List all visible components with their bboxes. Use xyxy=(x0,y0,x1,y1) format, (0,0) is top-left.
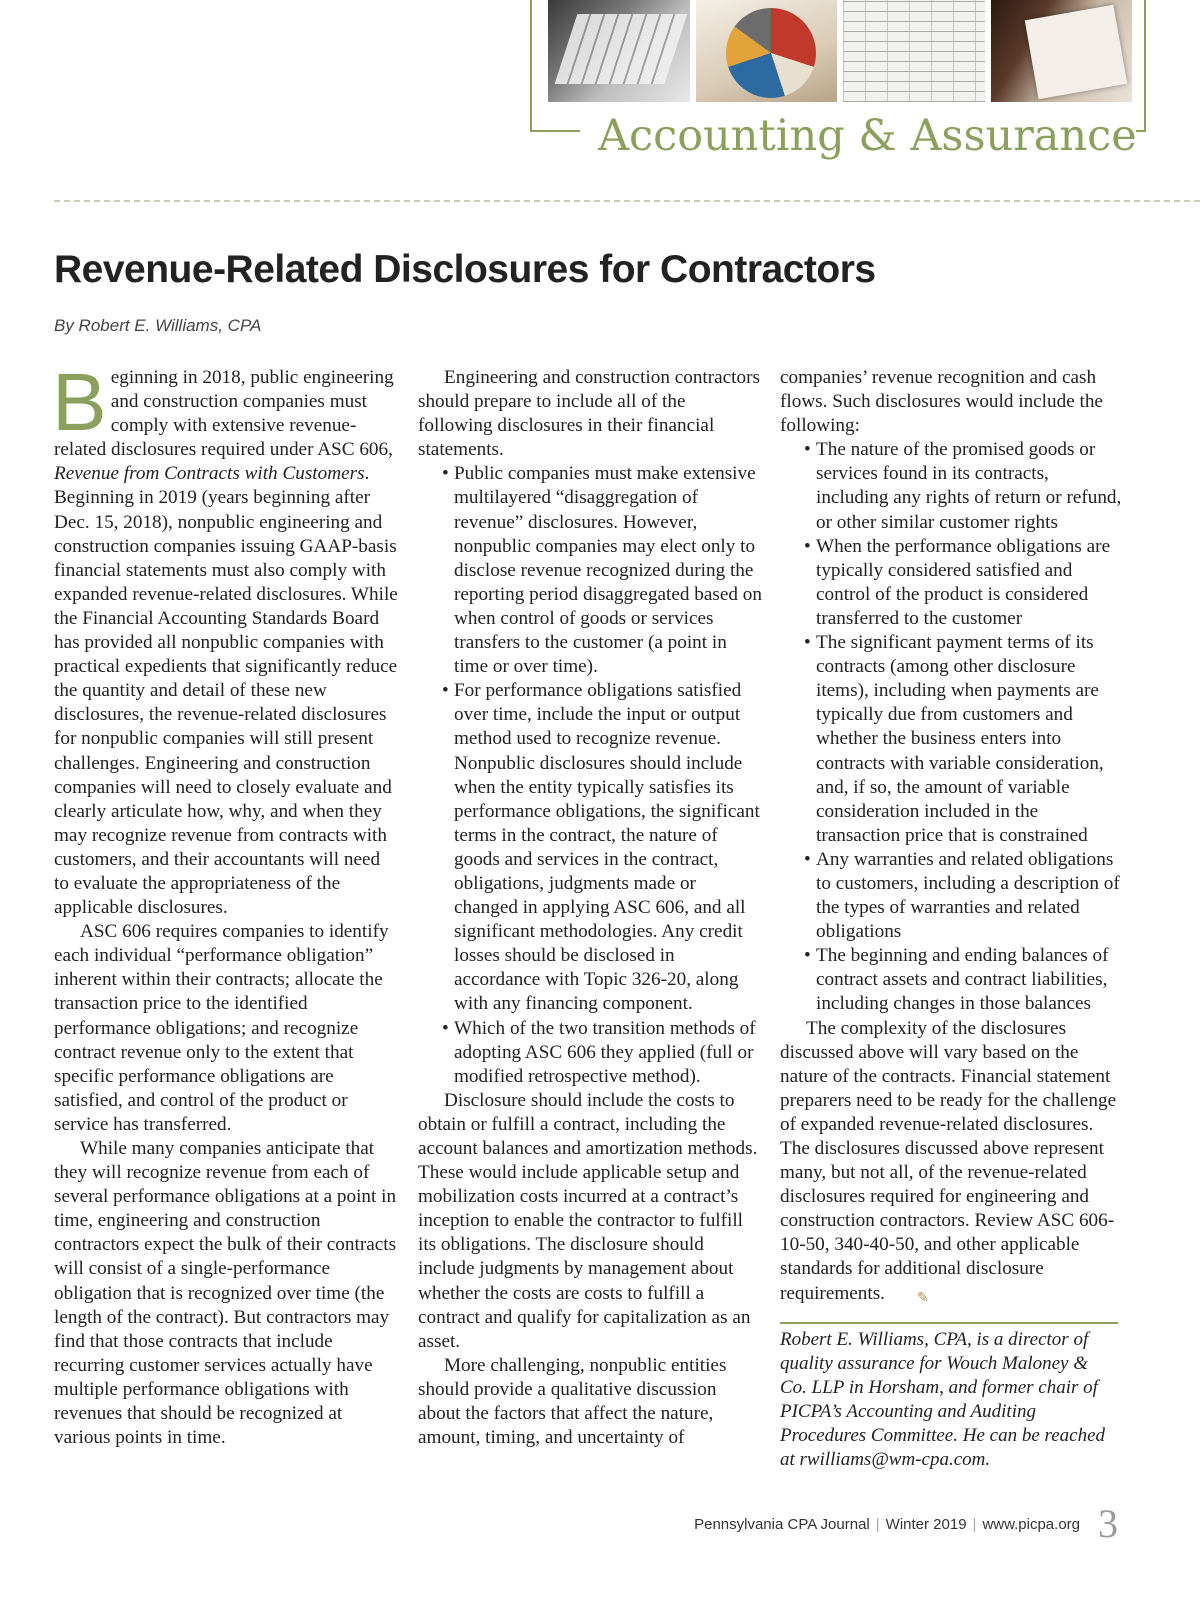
list-item: • The beginning and ending balances of contract assets and contract liabilities, including changes in those balances xyxy=(816,944,1125,1016)
section-title: Accounting & Assurance xyxy=(580,108,1136,164)
page-footer: Pennsylvania CPA Journal | Winter 2019 | www.picpa.org xyxy=(694,1516,1080,1533)
pen-mark-icon: ✎ xyxy=(916,1291,929,1307)
article-byline: By Robert E. Williams, CPA xyxy=(54,316,262,335)
issue-date: Winter 2019 xyxy=(885,1516,967,1533)
paragraph: ASC 606 requires companies to identify each individual “performance obligation” inherent within their contracts; allocate the transaction price to the identified performance obligations; and recognize contract revenue only to the extent that specific performance obligations are satisfied, and control of the product or service has transferred. xyxy=(54,921,389,1135)
paragraph: Engineering and construction contractors should prepare to include all of the following disclosures in their financial statements. xyxy=(418,367,760,461)
page-number: 3 xyxy=(1098,1501,1118,1546)
journal-name: Pennsylvania CPA Journal xyxy=(694,1516,870,1533)
list-item: • For performance obligations satisfied over time, include the input or output method used to recognize revenue. Nonpublic disclosures should include when the entity typically satisfies its performance obligations, the significant terms in the contract, the nature of goods and services in the contract, obligations, judgments made or changed in applying ASC 606, and all significant methodologies. Any credit losses should be disclosed in accordance with Topic 326-20, along with any financing component. xyxy=(454,679,763,1016)
article-column-3 xyxy=(780,366,1125,1306)
paragraph: While many companies anticipate that they will recognize revenue from each of several performance obligations at a point in time, engineering and construction contractors expect the bulk of their contracts will consist of a single-performance obligation that is recognized over time (the length of the contract). But contractors may find that those contracts that include recurring customer services actually have multiple performance obligations with revenues that should be recognized at various points in time. xyxy=(54,1138,397,1449)
article-column-1 xyxy=(52,357,399,1450)
disclosure-list xyxy=(418,462,763,1088)
standard-title: Revenue from Contracts with Customers xyxy=(54,463,365,485)
article-column-2 xyxy=(418,366,763,1450)
section-divider xyxy=(54,200,1200,202)
author-bio: Robert E. Williams, CPA, is a director of quality assurance for Wouch Maloney & Co. LLP in Horsham, and former chair of PICPA’s Accounting and Auditing Procedures Committee. He can be reached at rwilliams@wm-cpa.com. xyxy=(780,1329,1106,1471)
paragraph: Disclosure should include the costs to obtain or fulfill a contract, including the account balances and amortization methods. These would include applicable setup and mobilization costs incurred at a contract’s inception to enable the contractor to fulfill its obligations. The disclosure should include judgments by management about whether the costs are costs to fulfill a contract and qualify for capitalization as an asset. xyxy=(418,1089,758,1352)
article-headline: Revenue-Related Disclosures for Contractors xyxy=(54,248,876,291)
list-item: • The significant payment terms of its contracts (among other disclosure items), including when payments are typically due from customers and whether the business enters into contracts with variable consideration, and, if so, the amount of variable consideration included in the transaction price that is constrained xyxy=(816,631,1125,848)
qualitative-disclosure-list xyxy=(780,438,1125,1016)
list-item: • Which of the two transition methods of adopting ASC 606 they applied (full or modified retrospective method). xyxy=(454,1017,763,1089)
website-link[interactable]: www.picpa.org xyxy=(982,1516,1080,1533)
list-item: • Public companies must make extensive multilayered “disaggregation of revenue” disclosures. However, nonpublic companies may elect only to disclose revenue recognized during the reporting period disaggregated based on when control of goods or services transfers to the customer (a point in time or over time). xyxy=(454,462,763,679)
list-item: • When the performance obligations are typically considered satisfied and control of the product is considered transferred to the customer xyxy=(816,535,1125,631)
list-item: • The nature of the promised goods or services found in its contracts, including any rights of return or refund, or other similar customer rights xyxy=(816,438,1125,534)
list-item: • Any warranties and related obligations to customers, including a description of the types of warranties and related obligations xyxy=(816,848,1125,944)
paragraph: The complexity of the disclosures discussed above will vary based on the nature of the contracts. Financial statement preparers need to be ready for the challenge of expanded revenue-related disclosures. The disclosures discussed above represent many, but not all, of the revenue-related disclosures required for engineering and construction contractors. Review ASC 606-10-50, 340-40-50, and other applicable standards for additional disclosure requirements. ✎ xyxy=(780,1017,1117,1307)
paragraph: More challenging, nonpublic entities should provide a qualitative discussion about the factors that affect the nature, amount, timing, and uncertainty of xyxy=(418,1354,727,1449)
paragraph: companies’ revenue recognition and cash flows. Such disclosures would include the following: xyxy=(780,367,1103,437)
paragraph: Beginning in 2018, public engineering and construction companies must comply with extensive revenue-related disclosures required under ASC 606, Revenue from Contracts with Customers. Beginning in 2019 (years beginning after Dec. 15, 2018), nonpublic engineering and construction companies issuing GAAP-basis financial statements must also comply with expanded revenue-related disclosures. While the Financial Accounting Standards Board has provided all nonpublic companies with practical expedients that significantly reduce the quantity and detail of these new disclosures, the revenue-related disclosures for nonpublic companies will still present challenges. Engineering and construction companies will need to closely evaluate and clearly articulate how, why, and when they may recognize revenue from contracts with customers, and their accountants will need to evaluate the appropriateness of the applicable disclosures. xyxy=(52,357,398,919)
bio-rule xyxy=(780,1322,1118,1324)
drop-cap: B xyxy=(52,357,107,448)
